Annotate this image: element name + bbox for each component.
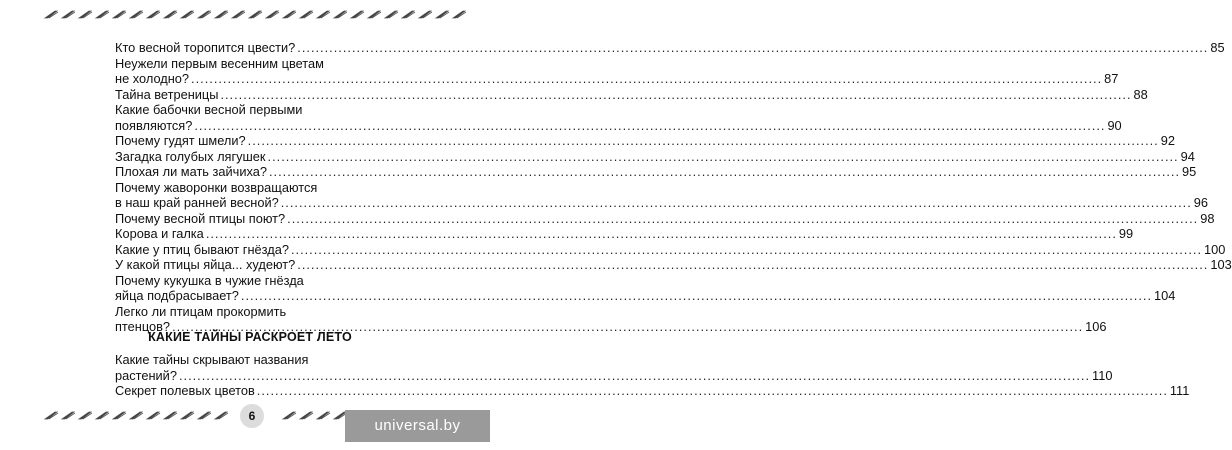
entry-page-number: 87 xyxy=(1104,71,1119,86)
ornament-mark xyxy=(300,11,313,18)
ornament-mark xyxy=(215,11,228,18)
entry-page-number: 94 xyxy=(1180,148,1195,164)
dot-leader: ........................................................................................................................................................................................................ xyxy=(178,367,1091,383)
ornament-mark xyxy=(45,11,58,18)
dot-leader: ........................................................................................................................................................................................................ xyxy=(290,241,1203,257)
dot-leader: ........................................................................................................................................................................................................ xyxy=(287,210,1199,226)
entry-title: Почему весной птицы поют? xyxy=(115,210,286,226)
ornament-mark xyxy=(198,11,211,18)
toc-entry xyxy=(115,210,1215,227)
ornament-mark xyxy=(436,11,449,18)
entry-title: Загадка голубых лягушек xyxy=(115,148,266,164)
toc-entry xyxy=(115,352,1113,383)
entry-title: Плохая ли мать зайчиха? xyxy=(115,164,267,179)
toc-entry xyxy=(115,383,1190,399)
entry-title: в наш край ранней весной? xyxy=(115,195,279,210)
entry-title-line1: Почему кукушка в чужие гнёзда xyxy=(115,272,304,288)
entry-title-line1: Неужели первым весенним цветам xyxy=(115,55,324,71)
entry-page-number: 98 xyxy=(1200,210,1215,226)
page-number: 6 xyxy=(240,404,264,428)
entry-page-number: 90 xyxy=(1107,117,1122,133)
entry-title: Тайна ветреницы xyxy=(115,86,219,102)
ornament-mark xyxy=(147,11,160,18)
ornament-mark xyxy=(96,11,109,18)
ornament-mark xyxy=(79,11,92,18)
ornament-mark xyxy=(62,412,75,419)
entry-title-line1: Какие тайны скрывают названия xyxy=(115,352,309,367)
ornament-mark xyxy=(385,11,398,18)
entry-page-number: 110 xyxy=(1092,367,1113,383)
toc-entry xyxy=(115,86,1148,103)
toc-entry xyxy=(115,133,1175,149)
entry-title-line1: Легко ли птицам прокормить xyxy=(115,303,287,319)
ornament-mark xyxy=(419,11,432,18)
dot-leader: ........................................................................................................................................................................................................ xyxy=(297,257,1209,272)
entry-title: растений? xyxy=(115,367,177,383)
dot-leader: ........................................................................................................................................................................................................ xyxy=(247,133,1159,148)
section-entries xyxy=(115,352,1190,399)
toc-entry xyxy=(115,164,1197,180)
entry-page-number: 95 xyxy=(1182,164,1197,179)
ornament-mark xyxy=(164,11,177,18)
top-ornament xyxy=(0,8,500,22)
entry-title: У какой птицы яйца... худеют? xyxy=(115,257,296,272)
entry-title-line1: Почему жаворонки возвращаются xyxy=(115,179,318,195)
entry-page-number: 106 xyxy=(1085,319,1107,334)
dot-leader: ........................................................................................................................................................................................................ xyxy=(297,40,1209,55)
toc-entry xyxy=(115,272,1176,304)
entry-page-number: 111 xyxy=(1169,383,1190,398)
entry-page-number: 99 xyxy=(1118,226,1134,241)
ornament-mark xyxy=(164,412,177,419)
dot-leader: ........................................................................................................................................................................................................ xyxy=(191,71,1103,86)
toc-entry xyxy=(115,179,1209,211)
entry-page-number: 92 xyxy=(1160,133,1175,148)
ornament-mark xyxy=(113,412,126,419)
ornament-mark xyxy=(317,11,330,18)
entry-title: не холодно? xyxy=(115,71,190,86)
ornament-mark xyxy=(249,11,262,18)
entry-title: Какие у птиц бывают гнёзда? xyxy=(115,241,289,257)
entry-title: Корова и галка xyxy=(115,226,204,241)
entry-title-line1: Какие бабочки весной первыми xyxy=(115,102,303,117)
ornament-mark xyxy=(130,412,143,419)
dot-leader: ........................................................................................................................................................................................................ xyxy=(205,226,1117,241)
ornament-mark xyxy=(283,11,296,18)
ornament-mark xyxy=(266,11,279,18)
ornament-mark xyxy=(45,412,58,419)
watermark: universal.by xyxy=(345,410,490,442)
entry-title: птенцов? xyxy=(115,319,171,334)
toc-entry xyxy=(115,102,1122,133)
ornament-mark xyxy=(351,11,364,18)
entry-title: появляются? xyxy=(115,117,193,133)
dot-leader: ........................................................................................................................................................................................................ xyxy=(267,148,1179,164)
dot-leader: ........................................................................................................................................................................................................ xyxy=(172,319,1084,334)
toc-entry xyxy=(115,257,1232,273)
dot-leader: ........................................................................................................................................................................................................ xyxy=(220,86,1132,102)
table-of-contents xyxy=(115,40,1232,335)
ornament-mark xyxy=(181,412,194,419)
dot-leader: ........................................................................................................................................................................................................ xyxy=(240,288,1152,303)
entry-page-number: 100 xyxy=(1204,241,1226,257)
entry-title: Секрет полевых цветов xyxy=(115,383,255,398)
ornament-mark xyxy=(334,11,347,18)
entry-title: Почему гудят шмели? xyxy=(115,133,246,148)
dot-leader: ........................................................................................................................................................................................................ xyxy=(194,117,1106,133)
entry-page-number: 103 xyxy=(1210,257,1232,272)
toc-entry xyxy=(115,40,1225,56)
entry-page-number: 104 xyxy=(1154,288,1176,303)
ornament-mark xyxy=(130,11,143,18)
ornament-mark xyxy=(96,412,109,419)
ornament-mark xyxy=(79,412,92,419)
ornament-mark xyxy=(147,412,160,419)
ornament-mark xyxy=(368,11,381,18)
ornament-mark xyxy=(215,412,228,419)
entry-page-number: 96 xyxy=(1193,195,1209,210)
toc-entry xyxy=(115,241,1226,258)
entry-title: Кто весной торопится цвести? xyxy=(115,40,296,55)
entry-page-number: 88 xyxy=(1133,86,1148,102)
ornament-mark xyxy=(62,11,75,18)
ornament-mark xyxy=(300,412,313,419)
ornament-mark xyxy=(317,412,330,419)
toc-entry xyxy=(115,55,1119,87)
dot-leader: ........................................................................................................................................................................................................ xyxy=(280,195,1192,210)
ornament-mark xyxy=(198,412,211,419)
ornament-mark xyxy=(402,11,415,18)
ornament-mark xyxy=(453,11,466,18)
ornament-mark xyxy=(232,11,245,18)
ornament-mark xyxy=(181,11,194,18)
ornament-mark xyxy=(113,11,126,18)
entry-title: яйца подбрасывает? xyxy=(115,288,239,303)
toc-entry xyxy=(115,148,1195,165)
dot-leader: ........................................................................................................................................................................................................ xyxy=(268,164,1181,179)
entry-page-number: 85 xyxy=(1210,40,1225,55)
toc-entry xyxy=(115,226,1134,242)
ornament-mark xyxy=(283,412,296,419)
dot-leader: ........................................................................................................................................................................................................ xyxy=(256,383,1168,398)
section-heading: КАКИЕ ТАЙНЫ РАСКРОЕТ ЛЕТО xyxy=(148,330,352,344)
